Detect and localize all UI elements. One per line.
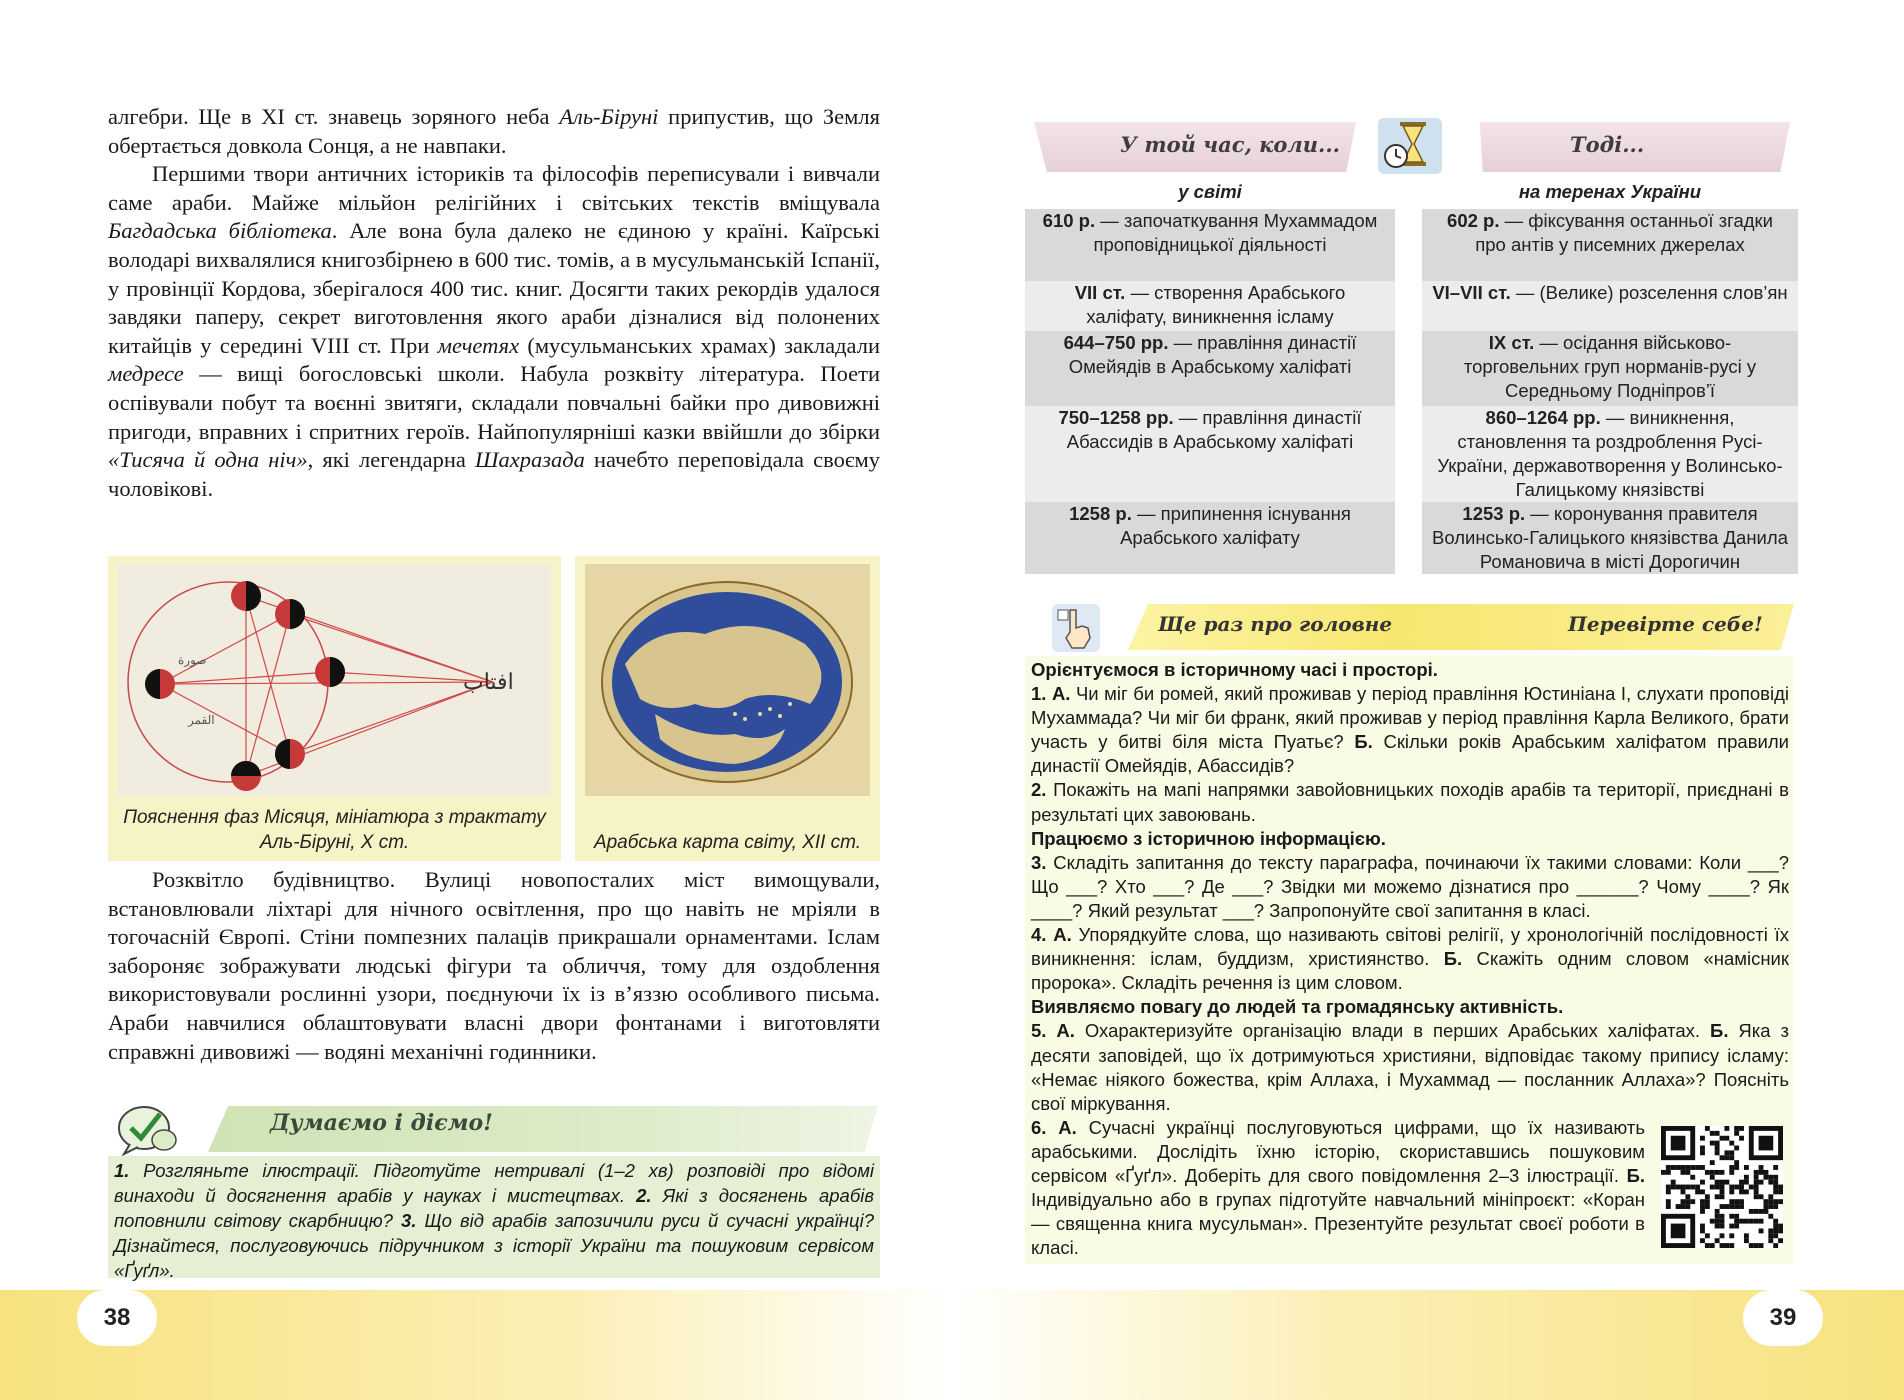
emphasis-term: мечетях — [437, 332, 520, 358]
text-run: . Але вона була далеко не єдиною у країні. Каїрські володарі вихвалялися книгозбірнею в 600 тис. томів, а в мусульманській Іспанії, у провінції Кордова, зберігалося 400 тис. книг. Досягти таких рекордів удалося завдяки паперу, секрет виготовлення якого араби дізналися від полонених китайців у середині VIII ст. При — [108, 218, 880, 358]
summary-banner — [1046, 600, 1796, 656]
timeline-entry — [1422, 406, 1798, 502]
checkmark-speech-icon — [116, 1102, 178, 1156]
pointing-hand-icon — [1050, 602, 1102, 654]
timeline-event: — правління династії Абассидів в Арабському халіфаті — [1066, 407, 1362, 452]
question-number: 3. — [1031, 851, 1047, 873]
questions-box — [1025, 656, 1793, 1264]
figure-moon-phases — [108, 556, 561, 861]
paragraph — [108, 160, 880, 503]
timeline-date: IX ст. — [1488, 332, 1535, 353]
question — [1031, 778, 1789, 826]
timeline-event: — (Велике) розселення слов’ян — [1510, 282, 1788, 303]
emphasis-term: Аль-Біруні — [559, 104, 659, 129]
text-run: — вищі богословські школи. Набула розквіту література. Поети оспівували побут та воєнні звитяги, складали повчальні байки про дивовижні пригоди, вправних і спритних героїв. Найпопулярніші казки ввійшли до збірки — [108, 361, 880, 444]
timeline-entry — [1025, 406, 1395, 502]
timeline-entry — [1025, 281, 1395, 331]
text-run: Охарактеризуйте організацію влади в перших Арабських халіфатах. — [1074, 1020, 1711, 1042]
timeline-date: 602 р. — [1447, 210, 1500, 231]
timeline-date: 1253 р. — [1462, 503, 1526, 524]
emphasis-term: медресе — [108, 361, 184, 387]
timeline-date: VI–VII ст. — [1432, 282, 1511, 303]
text-run: (мусульманських храмах) закладали — [519, 332, 881, 358]
timeline-banner-left-title: У той час, коли... — [1120, 132, 1340, 157]
text-run: Складіть запитання до тексту параграфа, починаючи їх такими словами: Коли ___? Що ___? Хто ___? Де ___? Звідки ми можемо дізнатися про ______? Чому ____? Як ____? Який результат ___? Запропонуйте свої запитання в класі. — [1031, 851, 1789, 921]
text-run: Розгляньте ілюстрації. Підготуйте нетривалі (1–2 хв) розповіді про відомі винаходи й досягнення арабів у науках і мистецтвах. — [114, 1160, 874, 1206]
text-run: Індивідуально або в групах підготуйте навчальний мініпроєкт: «Коран — священна книга мусульман». Презентуйте результат своєї роботи в класі. — [1031, 1189, 1645, 1259]
text-run: припустив, що Земля обертається довкола Сонця, а не навпаки. — [108, 104, 880, 158]
question-number: 1. А. — [1031, 683, 1071, 705]
paragraph — [108, 103, 880, 160]
timeline-date: 644–750 рр. — [1063, 332, 1169, 353]
timeline-entry — [1422, 281, 1798, 331]
text-run: Орієнтуємося в історичному часі і просторі. — [1031, 659, 1438, 680]
timeline-entry — [1025, 331, 1395, 406]
body-text-middle — [108, 866, 880, 1066]
timeline-event: — створення Арабського халіфату, виникнення ісламу — [1086, 282, 1346, 327]
check-yourself-title: Перевірте себе! — [1568, 612, 1763, 636]
timeline-entry — [1422, 331, 1798, 406]
timeline-event: — фіксування останньої згадки про антів у писемних джерелах — [1475, 210, 1773, 255]
text-run: Покажіть на мапі напрямки завойовницьких походів арабів та території, приєднані в результаті цих завоювань. — [1031, 779, 1789, 825]
timeline-event: — започаткування Мухаммадом проповідницької діяльності — [1093, 210, 1378, 255]
section-heading — [1031, 658, 1789, 682]
timeline-event: — припинення існування Арабського халіфату — [1120, 503, 1351, 548]
question — [1031, 923, 1789, 995]
page-number: 39 — [1743, 1290, 1823, 1346]
timeline-date: 1258 р. — [1069, 503, 1132, 524]
question-number: 4. А. — [1031, 924, 1072, 946]
text-run: Упорядкуйте слова, що називають світові релігії, у хронологічній послідовності їх виникнення: іслам, буддизм, християнство. — [1031, 924, 1789, 970]
section-heading — [1031, 995, 1789, 1019]
timeline-event: — правління династії Омейядів в Арабському халіфаті — [1068, 332, 1357, 377]
text-run: Виявляємо повагу до людей та громадянську активність. — [1031, 996, 1564, 1018]
timeline-date: 750–1258 рр. — [1058, 407, 1174, 428]
question-number: 6. А. — [1031, 1116, 1077, 1138]
text-run: Чи міг би ромей, який проживав у період правління Юстиніана І, слухати проповіді Мухаммада? Чи міг би франк, який проживав у період правління Карла Великого, брати участь у битві біля міста Пуатьє? — [1031, 683, 1789, 753]
hourglass-clock-icon — [1378, 116, 1442, 176]
think-act-text — [114, 1158, 874, 1283]
emphasis-term: Шахразада — [475, 447, 585, 473]
qr-code-icon[interactable] — [1661, 1126, 1783, 1248]
timeline-banner-right-title: Тоді... — [1570, 132, 1645, 157]
think-act-banner — [108, 1098, 880, 1158]
figures-row — [108, 556, 880, 861]
timeline-event: — коронування правителя Волинсько-Галицького князівства Данила Романовича в місті Дорогичин — [1432, 503, 1788, 572]
text-run: Яка з десяти заповідей, що їх дотримуються християни, відповідає такому припису ісламу: «Немає ніякого божества, крім Аллаха, і Мухаммад — посланник Аллаха»? Поясніть свої міркування. — [1031, 1020, 1789, 1114]
timeline-entry — [1422, 209, 1798, 281]
summary-title: Ще раз про головне — [1158, 612, 1393, 636]
svg-text:افتاب: افتاب — [463, 670, 514, 695]
question-number: Б. — [1354, 731, 1373, 753]
emphasis-term: Багдадська бібліотека — [108, 218, 332, 244]
question-number: 2. — [636, 1185, 652, 1206]
body-text-top — [108, 103, 880, 503]
question — [1031, 1019, 1789, 1115]
text-run: Скільки років Арабським халіфатом правили династії Омейядів, Абассидів? — [1031, 731, 1790, 777]
text-run: Сучасні українці послуговуються цифрами, що їх називають арабськими. Дослідіть їхню історію, скориставшись пошуковим сервісом «Ґуґл». Доберіть для свого повідомлення 2–3 ілюстрації. — [1031, 1116, 1645, 1186]
page-number: 38 — [77, 1290, 157, 1346]
text-run: Розквітло будівництво. Вулиці новопосталих міст вимощували, встановлювали ліхтарі для нічного освітлення, про що навіть не мріяли в тогочасній Європі. Стіни помпезних палаців прикрашали орнаментами. Іслам забороняє зображувати людські фігури та обличчя, тому для оздоблення використовували рослинні узори, поєднуючи їх із в’яззю особливого письма. Араби навчилися облаштовувати власні двори фонтанами і виготовляти справжні дивовижі — водяні механічні годинники. — [108, 867, 880, 1064]
question-number: 3. — [401, 1210, 417, 1231]
timeline-event: — виникнення, становлення та роздроблення Русі-України, державотворення у Волинсько-Галицькому князівстві — [1437, 407, 1783, 500]
text-run: начебто переповідала своєму чоловікові. — [108, 447, 880, 501]
timeline-banner — [1030, 112, 1790, 178]
timeline-date: 860–1264 рр. — [1485, 407, 1601, 428]
arab-world-map — [585, 564, 870, 796]
timeline-column-ukraine-header: на теренах України — [1518, 181, 1702, 202]
text-run: Які з досягнень арабів поповнили світову скарбницю? — [114, 1185, 874, 1231]
question-number: 2. — [1031, 779, 1047, 801]
paragraph — [108, 866, 880, 1066]
section-heading — [1031, 827, 1789, 851]
timeline-column-world-header: у світі — [1178, 181, 1242, 202]
text-run: Скажіть одним словом «намісник пророка». Складіть речення із цим словом. — [1031, 948, 1789, 994]
think-act-box — [108, 1156, 880, 1281]
svg-text:القمر: القمر — [188, 713, 215, 727]
moon-phases-miniature — [118, 564, 551, 796]
figure-caption: Арабська карта світу, XII ст. — [593, 832, 862, 853]
question-number: Б. — [1443, 948, 1463, 970]
question-number: Б. — [1626, 1164, 1645, 1186]
timeline-event: — осідання військово-торговельних груп норманів-русі у Середньому Подніпров’ї — [1463, 332, 1757, 401]
text-run: Що від арабів запозичили руси й сучасні українці? Дізнайтеся, послуговуючись підручником з історії України та пошуковим сервісом «Ґуґл». — [114, 1210, 874, 1281]
timeline-entry — [1025, 209, 1395, 281]
question-number: 5. А. — [1031, 1020, 1075, 1042]
text-run: , які легендарна — [307, 447, 475, 473]
text-run: Першими твори античних істориків та філософів переписували і вивчали саме араби. Майже мільйон релігійних і світських текстів вміщувала — [108, 161, 880, 215]
text-run: алгебри. Ще в XI ст. знавець зоряного неба — [108, 104, 560, 129]
think-act-title: Думаємо і діємо! — [270, 1110, 493, 1136]
question — [1031, 1116, 1645, 1261]
svg-text:صورة: صورة — [178, 653, 207, 667]
text-run: Працюємо з історичною інформацією. — [1031, 827, 1386, 849]
timeline-date: 610 р. — [1042, 210, 1096, 231]
figure-caption: Пояснення фаз Місяця, мініатюра з трактату Аль-Біруні, Х ст. — [123, 807, 546, 853]
timeline-date: VII ст. — [1074, 282, 1126, 303]
timeline-entry — [1025, 502, 1395, 574]
question — [1031, 682, 1789, 778]
question — [1031, 851, 1789, 923]
question-number: Б. — [1710, 1020, 1729, 1042]
question-number: 1. — [114, 1160, 130, 1181]
emphasis-term: «Тисяча й одна ніч» — [108, 447, 308, 473]
figure-arab-map — [575, 556, 880, 861]
timeline-entry — [1422, 502, 1798, 574]
